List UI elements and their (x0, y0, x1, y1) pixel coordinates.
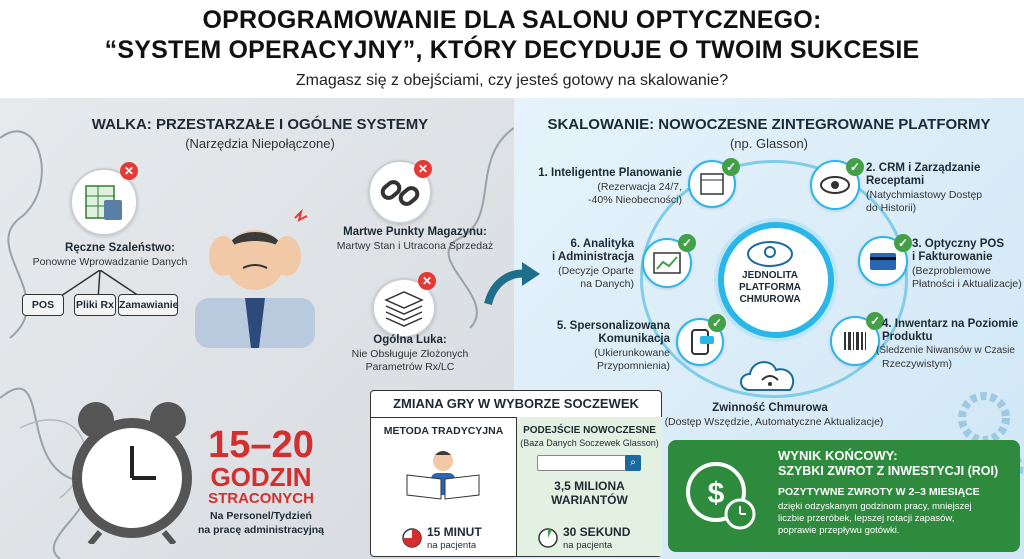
feature-6-desc-2: na Danych) (580, 278, 634, 290)
right-subheading: (np. Glasson) (729, 136, 809, 151)
feature-4-desc-1: (Śledzenie Niwansów w Czasie (876, 345, 1015, 356)
modern-label: PODEJŚCIE NOWOCZESNE (523, 425, 656, 436)
lost-hours-unit-1: GODZIN (210, 462, 312, 492)
feature-1-title: 1. Inteligentne Planowanie (538, 167, 682, 179)
search-icon: ⌕ (630, 457, 636, 468)
roi-desc-3: poprawie przepływu gotówki. (778, 525, 900, 536)
left-heading: WALKA: PRZESTARZAŁE I OGÓLNE SYSTEMY (91, 116, 429, 133)
gap-desc-1: Nie Obsługuje Złożonych (351, 348, 469, 360)
alarm-clock-icon (62, 394, 202, 544)
lost-hours-desc-2: na pracę administracyjną (197, 524, 325, 536)
hub-line-1: JEDNOLITA (742, 270, 798, 281)
feature-1-desc-2: -40% Nieobecności) (588, 194, 682, 206)
title-line-2: “SYSTEM OPERACYJNY”, KTÓRY DECYDUJE O TWOIM SUKCESIE (104, 36, 920, 64)
variant-count-2: WARIANTÓW (551, 493, 628, 507)
cloud-gear-icon (718, 232, 822, 272)
roi-result-box (668, 440, 1020, 552)
check-badge-icon: ✓ (722, 158, 740, 176)
feature-2-desc-1: (Natychmiastowy Dostęp (866, 189, 983, 201)
feature-3-desc-2: Płatności i Aktualizacje) (912, 278, 1022, 290)
lost-hours-unit-2: STRACONYCH (208, 490, 314, 507)
error-badge-icon: ✕ (414, 160, 432, 178)
platform-hub (718, 222, 834, 338)
feature-6-desc-1: (Decyzje Oparte (558, 265, 634, 277)
cloud-feature-title: Zwinność Chmurowa (712, 402, 828, 414)
traditional-per: na pacjenta (427, 540, 477, 551)
check-badge-icon: ✓ (708, 314, 726, 332)
traditional-time: 15 MINUT (427, 525, 482, 539)
feature-3-desc-1: (Bezproblemowe (912, 265, 991, 277)
modern-method-column (516, 417, 662, 556)
roi-desc-1: dzięki odzyskanym godzinom pracy, mniejszej (778, 501, 972, 512)
cloud-feature-desc: (Dostęp Wszędzie, Automatyczne Aktualizacje) (664, 416, 884, 428)
roi-desc-2: liczbie przeróbek, lepszej rotacji zapasów, (778, 513, 955, 524)
feature-6-title-2: i Administracja (551, 251, 634, 263)
title-line-1: OPROGRAMOWANIE DLA SALONU OPTYCZNEGO: (202, 6, 822, 34)
pill-pos: POS (22, 294, 64, 316)
feature-3-title-2: i Fakturowanie (912, 251, 993, 263)
lost-hours-desc-1: Na Personel/Tydzień (210, 510, 312, 522)
traditional-method-column (371, 417, 516, 556)
hub-line-3: CHMUROWA (739, 294, 801, 305)
manual-title: Ręczne Szaleństwo: (65, 242, 175, 254)
variant-count-1: 3,5 MILIONA (554, 479, 625, 493)
feature-5-desc-2: Przypomnienia) (597, 360, 670, 372)
roi-title-1: WYNIK KOŃCOWY: (778, 448, 898, 463)
feature-2-desc-2: do Historii) (866, 202, 917, 214)
modern-time: 30 SEKUND (563, 525, 631, 539)
feature-4-title-1: 4. Inwentarz na Poziomie (882, 318, 1019, 330)
dead-stock-desc: Martwy Stan i Utracona Sprzedaż (336, 240, 494, 252)
timer-icon (537, 527, 559, 549)
gap-title: Ogólna Luka: (373, 334, 447, 346)
cloud-wifi-icon (736, 350, 806, 400)
check-badge-icon: ✓ (894, 234, 912, 252)
feature-4-title-2: Produktu (882, 331, 933, 343)
comparison-heading: ZMIANA GRY W WYBORZE SOCZEWEK (371, 391, 661, 418)
feature-5-desc-1: (Ukierunkowane (594, 347, 670, 359)
modern-per: na pacjenta (563, 540, 613, 551)
feature-6-title-1: 6. Analityka (570, 238, 634, 250)
feature-4-desc-2: Rzeczywistym) (882, 358, 952, 370)
feature-3-title-1: 3. Optyczny POS (912, 238, 1005, 250)
check-badge-icon: ✓ (866, 312, 884, 330)
person-with-catalog-icon (403, 445, 483, 501)
error-badge-icon: ✕ (418, 272, 436, 290)
feature-1-desc-1: (Rezerwacja 24/7, (597, 181, 682, 193)
modern-sub: (Baza Danych Soczewek Glasson) (520, 438, 659, 448)
search-button (625, 455, 641, 471)
roi-sub: POZYTYWNE ZWROTY W 2–3 MIESIĄCE (778, 486, 980, 498)
manual-desc: Ponowne Wprowadzanie Danych (32, 256, 188, 268)
money-clock-icon (682, 456, 762, 536)
dead-stock-title: Martwe Punkty Magazynu: (343, 226, 487, 238)
pill-ordering: Zamawianie (118, 294, 178, 316)
traditional-label: METODA TRADYCYJNA (383, 425, 504, 437)
lens-search-input (537, 455, 627, 471)
stressed-person-illustration (185, 198, 325, 348)
roi-title-2: SZYBKI ZWROT Z INWESTYCJI (ROI) (778, 464, 999, 478)
gap-desc-2: Parametrów Rx/LC (365, 361, 455, 373)
timer-icon (401, 527, 423, 549)
error-badge-icon: ✕ (120, 162, 138, 180)
feature-5-title-1: 5. Spersonalizowana (556, 320, 670, 332)
left-subheading: (Narzędzia Niepołączone) (185, 136, 335, 151)
svg-text:$: $ (707, 477, 725, 510)
check-badge-icon: ✓ (678, 234, 696, 252)
subtitle: Zmagasz się z obejściami, czy jesteś gotowy na skalowanie? (295, 72, 729, 89)
check-badge-icon: ✓ (846, 158, 864, 176)
lost-hours-number: 15–20 (208, 424, 314, 466)
feature-2-title-1: 2. CRM i Zarządzanie (866, 162, 981, 174)
feature-5-title-2: Komunikacja (598, 333, 670, 345)
right-heading: SKALOWANIE: NOWOCZESNE ZINTEGROWANE PLATFORMY (547, 116, 991, 133)
feature-2-title-2: Receptami (866, 175, 925, 187)
pill-rx-files: Pliki Rx (74, 294, 116, 316)
lens-selection-comparison (370, 390, 662, 557)
hub-line-2: PLATFORMA (738, 282, 802, 293)
